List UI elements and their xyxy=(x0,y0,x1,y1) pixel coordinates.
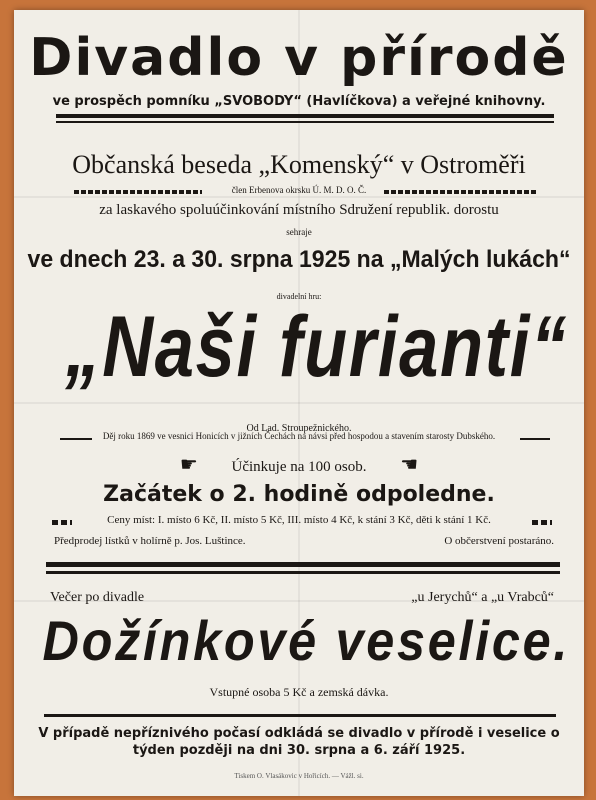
pointing-hand-icon: ☚ xyxy=(400,454,419,476)
poster-sheet xyxy=(14,10,584,796)
poster-subtitle: ve prospěch pomníku „SVOBODY“ (Havlíčkova) a veřejné knihovny. xyxy=(52,94,546,109)
entry-line: Vstupné osoba 5 Kč a zemská dávka. xyxy=(209,685,389,699)
fold-line xyxy=(14,402,584,404)
play-label: divadelní hru: xyxy=(276,292,322,301)
cooperation-line: za laskavého spoluúčinkování místního Sdružení republik. dorostu xyxy=(99,202,499,218)
cast-line: Účinkuje na 100 osob. xyxy=(231,459,367,475)
sehraje-label: sehraje xyxy=(286,227,312,237)
presale-line: Předprodej lístků v holírně p. Jos. Luštince. xyxy=(54,535,246,547)
setting-line: Děj roku 1869 ve vesnici Honicích v jižních Čechách na návsi před hospodou a stavením starosty Dubského. xyxy=(102,431,496,441)
organizer: Občanská beseda „Komenský“ v Ostroměři xyxy=(72,150,526,179)
poster-title: Divadlo v přírodě xyxy=(29,28,569,88)
dates-line: ve dnech 23. a 30. srpna 1925 na „Malých lukách“ xyxy=(27,246,571,273)
member-line: člen Erbenova okrsku Ú. M. D. O. Č. xyxy=(231,185,367,195)
venues-line: „u Jerychů“ a „u Vrabců“ xyxy=(411,590,554,605)
prices-line: Ceny míst: I. místo 6 Kč, II. místo 5 Kč, III. místo 4 Kč, k stání 3 Kč, děti k stání 1 Kč. xyxy=(107,514,491,526)
divider xyxy=(44,714,556,717)
divider xyxy=(46,562,560,567)
author-line: Od Lad. Stroupežnického. xyxy=(246,423,352,434)
cast-row xyxy=(14,452,584,477)
refreshments-line: O občerstvení postaráno. xyxy=(444,535,554,547)
printer-line: Tiskem O. Vlasákovic v Hořicích. — Vážl. si. xyxy=(234,772,364,780)
divider xyxy=(46,571,560,574)
weather-note: V případě nepříznivého počasí odkládá se divadlo v přírodě i veselice o týden později na dni 30. srpna a 6. září 1925. xyxy=(38,726,560,758)
evening-line: Večer po divadle xyxy=(50,590,145,605)
start-time: Začátek o 2. hodině odpoledne. xyxy=(103,482,495,507)
divider xyxy=(56,114,554,118)
play-title: „Naši furianti“ xyxy=(65,299,568,395)
pointing-hand-icon: ☛ xyxy=(179,454,198,476)
fold-line xyxy=(14,196,584,198)
harvest-title: Dožínkové veselice. xyxy=(42,609,571,672)
divider xyxy=(56,121,554,123)
